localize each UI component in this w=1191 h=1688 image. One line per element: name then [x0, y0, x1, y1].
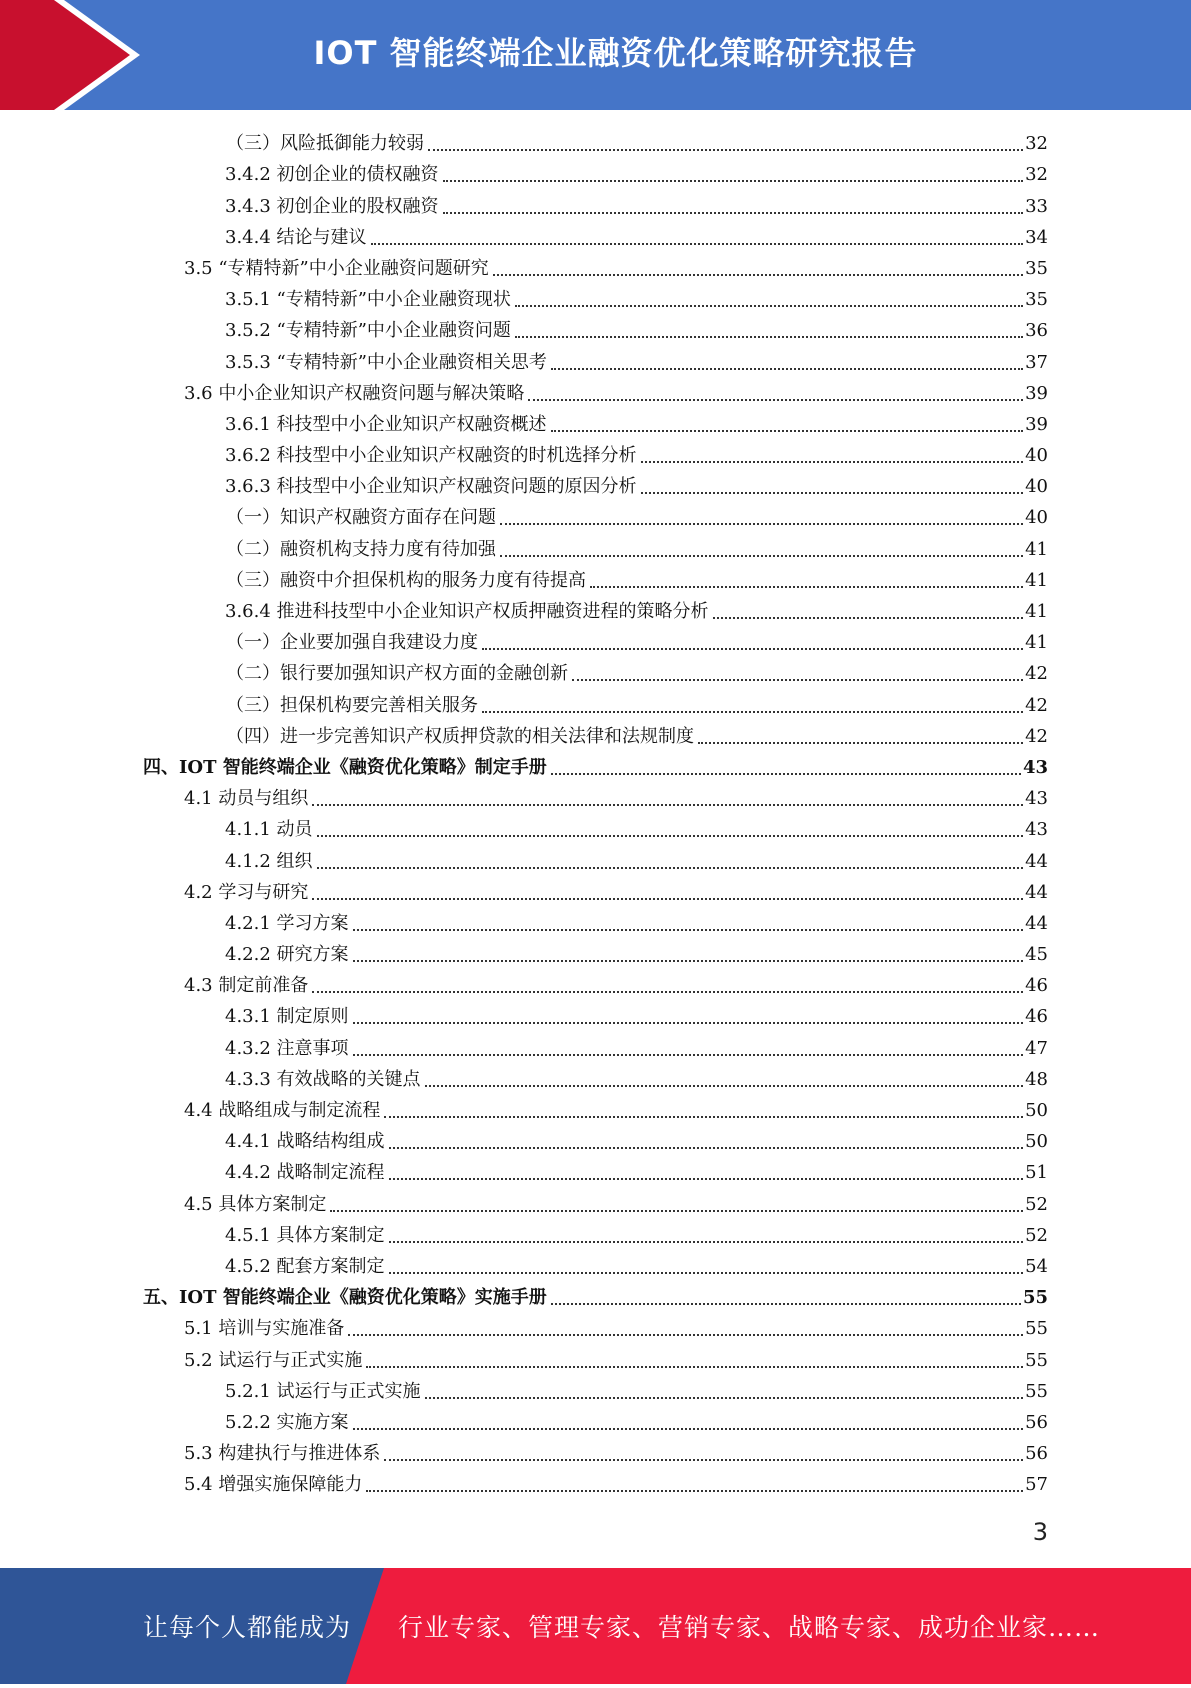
toc-entry[interactable] — [0, 1000, 1191, 1031]
toc-entry[interactable] — [0, 1094, 1191, 1125]
toc-dot-leader — [428, 149, 1023, 151]
toc-dot-leader — [572, 679, 1023, 681]
toc-dot-leader — [482, 711, 1023, 713]
toc-entry-page: 44 — [1025, 881, 1048, 903]
toc-entry[interactable] — [0, 1125, 1191, 1156]
toc-entry[interactable] — [0, 876, 1191, 907]
toc-entry[interactable] — [0, 501, 1191, 532]
toc-entry-title: 3.5 “专精特新”中小企业融资问题研究 — [184, 257, 489, 279]
toc-entry-page: 33 — [1025, 195, 1048, 217]
toc-dot-leader — [515, 336, 1023, 338]
toc-entry-title: 4.5.1 具体方案制定 — [225, 1224, 385, 1246]
toc-entry-page: 35 — [1025, 257, 1048, 279]
toc-dot-leader — [366, 1366, 1023, 1368]
toc-entry-title: （三）担保机构要完善相关服务 — [226, 694, 478, 716]
toc-dot-leader — [384, 1116, 1023, 1118]
toc-entry-title: 4.1.2 组织 — [225, 850, 313, 872]
toc-dot-leader — [312, 898, 1023, 900]
toc-dot-leader — [353, 1022, 1024, 1024]
toc-entry-page: 50 — [1025, 1131, 1048, 1153]
toc-entry-title: 5.1 培训与实施准备 — [184, 1318, 345, 1340]
toc-entry-title: 3.4.4 结论与建议 — [225, 226, 367, 248]
toc-entry-page: 41 — [1025, 601, 1048, 622]
toc-dot-leader — [330, 1210, 1023, 1212]
toc-entry-title: 3.6.2 科技型中小企业知识产权融资的时机选择分析 — [225, 445, 637, 467]
toc-dot-leader — [366, 1490, 1023, 1492]
toc-entry-title: 4.5 具体方案制定 — [184, 1193, 327, 1215]
toc-entry-title: 4.3.2 注意事项 — [225, 1037, 349, 1059]
toc-entry[interactable] — [0, 221, 1191, 252]
report-title: IOT 智能终端企业融资优化策略研究报告 — [313, 34, 918, 72]
toc-dot-leader — [425, 1085, 1024, 1087]
toc-entry-title: 4.1.1 动员 — [225, 819, 313, 841]
toc-dot-leader — [515, 305, 1023, 307]
toc-entry-title: （一）知识产权融资方面存在问题 — [226, 507, 496, 529]
toc-entry-page: 42 — [1025, 694, 1048, 716]
toc-entry-page: 32 — [1025, 133, 1048, 155]
toc-entry[interactable] — [0, 688, 1191, 719]
toc-entry-page: 50 — [1025, 1100, 1048, 1121]
toc-entry-page: 43 — [1025, 788, 1048, 810]
toc-entry[interactable] — [0, 720, 1191, 751]
toc-entry-title: 3.5.3 “专精特新”中小企业融资相关思考 — [225, 351, 547, 373]
toc-entry-title: （三）融资中介担保机构的服务力度有待提高 — [226, 569, 586, 591]
toc-dot-leader — [590, 586, 1023, 588]
toc-entry-page: 55 — [1025, 1380, 1048, 1402]
toc-entry-title: 3.6 中小企业知识产权融资问题与解决策略 — [184, 382, 525, 404]
toc-entry[interactable] — [0, 252, 1191, 283]
toc-entry[interactable] — [0, 189, 1191, 220]
toc-entry-title: 5.2.1 试运行与正式实施 — [225, 1380, 421, 1402]
toc-entry-title: 4.2.2 研究方案 — [225, 944, 349, 966]
toc-entry-title: 4.4 战略组成与制定流程 — [184, 1100, 381, 1121]
toc-entry-title: 4.4.1 战略结构组成 — [225, 1131, 385, 1153]
toc-entry-page: 44 — [1025, 850, 1048, 872]
toc-entry-page: 37 — [1025, 351, 1048, 373]
toc-entry[interactable] — [0, 844, 1191, 875]
toc-entry-title: 3.6.1 科技型中小企业知识产权融资概述 — [225, 413, 547, 435]
toc-dot-leader — [713, 617, 1024, 619]
toc-entry[interactable] — [0, 1219, 1191, 1250]
toc-entry-title: 5.2.2 实施方案 — [225, 1411, 349, 1433]
toc-dot-leader — [551, 368, 1023, 370]
toc-entry[interactable] — [0, 283, 1191, 314]
toc-entry[interactable] — [0, 1281, 1191, 1312]
toc-entry-page: 40 — [1025, 445, 1048, 467]
toc-dot-leader — [384, 1459, 1023, 1461]
table-of-contents — [0, 127, 1191, 1499]
toc-entry[interactable] — [0, 314, 1191, 345]
toc-dot-leader — [353, 960, 1024, 962]
toc-entry[interactable] — [0, 1063, 1191, 1094]
toc-entry-title: 4.3 制定前准备 — [184, 975, 309, 997]
toc-entry[interactable] — [0, 408, 1191, 439]
toc-entry[interactable] — [0, 439, 1191, 470]
toc-entry-title: 3.4.3 初创企业的股权融资 — [225, 195, 439, 217]
toc-entry-page: 52 — [1025, 1193, 1048, 1215]
toc-entry[interactable] — [0, 1312, 1191, 1343]
toc-entry-page: 39 — [1025, 413, 1048, 435]
toc-entry[interactable] — [0, 345, 1191, 376]
toc-entry-title: 3.5.1 “专精特新”中小企业融资现状 — [225, 289, 511, 311]
toc-entry-page: 55 — [1025, 1318, 1048, 1340]
toc-entry-page: 42 — [1025, 663, 1048, 685]
toc-dot-leader — [389, 1272, 1024, 1274]
toc-entry-page: 41 — [1025, 632, 1048, 654]
toc-dot-leader — [443, 180, 1024, 182]
footer-slogan-right: 行业专家、管理专家、营销专家、战略专家、成功企业家…… — [398, 1613, 1101, 1642]
toc-entry-page: 40 — [1025, 476, 1048, 498]
toc-entry[interactable] — [0, 564, 1191, 595]
toc-entry[interactable] — [0, 1375, 1191, 1406]
toc-entry-page: 55 — [1025, 1349, 1048, 1371]
toc-entry-title: 4.2.1 学习方案 — [225, 912, 349, 934]
toc-entry-page: 36 — [1025, 320, 1048, 342]
toc-entry-title: 4.5.2 配套方案制定 — [225, 1255, 385, 1277]
toc-entry[interactable] — [0, 751, 1191, 782]
toc-entry-title: 3.5.2 “专精特新”中小企业融资问题 — [225, 320, 511, 342]
toc-entry-page: 51 — [1025, 1162, 1048, 1184]
toc-entry-page: 57 — [1025, 1474, 1048, 1496]
toc-entry-title: 5.4 增强实施保障能力 — [184, 1474, 363, 1496]
toc-entry-title: 4.1 动员与组织 — [184, 788, 309, 810]
toc-dot-leader — [500, 523, 1023, 525]
toc-entry[interactable] — [0, 470, 1191, 501]
toc-dot-leader — [312, 804, 1023, 806]
toc-entry[interactable] — [0, 626, 1191, 657]
toc-entry-page: 39 — [1025, 382, 1048, 404]
page-header — [0, 0, 1191, 110]
toc-entry-title: 四、IOT 智能终端企业《融资优化策略》制定手册 — [143, 756, 547, 778]
toc-dot-leader — [500, 555, 1023, 557]
toc-dot-leader — [353, 1428, 1024, 1430]
toc-entry-page: 43 — [1025, 819, 1048, 841]
toc-dot-leader — [348, 1334, 1023, 1336]
toc-entry-title: 5.3 构建执行与推进体系 — [184, 1443, 381, 1465]
toc-entry[interactable] — [0, 938, 1191, 969]
toc-dot-leader — [641, 492, 1024, 494]
page-footer — [0, 1568, 1191, 1684]
toc-dot-leader — [389, 1147, 1024, 1149]
toc-entry-page: 40 — [1025, 507, 1048, 529]
toc-dot-leader — [389, 1241, 1024, 1243]
toc-entry[interactable] — [0, 907, 1191, 938]
toc-dot-leader — [425, 1397, 1024, 1399]
toc-entry[interactable] — [0, 1343, 1191, 1374]
toc-dot-leader — [317, 835, 1024, 837]
toc-entry-page: 46 — [1025, 975, 1048, 997]
toc-dot-leader — [528, 399, 1023, 401]
toc-entry-page: 48 — [1025, 1068, 1048, 1090]
toc-entry[interactable] — [0, 532, 1191, 563]
toc-dot-leader — [641, 461, 1024, 463]
toc-dot-leader — [482, 648, 1023, 650]
toc-entry-page: 47 — [1025, 1037, 1048, 1059]
page-number: 3 — [1032, 1518, 1048, 1546]
toc-entry-page: 42 — [1025, 725, 1048, 747]
toc-entry-page: 41 — [1025, 569, 1048, 591]
toc-entry-page: 56 — [1025, 1411, 1048, 1433]
toc-entry[interactable] — [0, 1406, 1191, 1437]
toc-dot-leader — [317, 867, 1024, 869]
toc-entry-title: （二）银行要加强知识产权方面的金融创新 — [226, 663, 568, 685]
toc-entry-page: 54 — [1025, 1255, 1048, 1277]
toc-entry[interactable] — [0, 595, 1191, 626]
toc-entry-title: （一）企业要加强自我建设力度 — [226, 632, 478, 654]
toc-entry[interactable] — [0, 782, 1191, 813]
toc-entry-page: 32 — [1025, 164, 1048, 186]
toc-entry[interactable] — [0, 377, 1191, 408]
toc-dot-leader — [551, 430, 1024, 432]
toc-dot-leader — [443, 212, 1024, 214]
toc-entry[interactable] — [0, 657, 1191, 688]
toc-entry[interactable] — [0, 1468, 1191, 1499]
toc-dot-leader — [551, 1303, 1021, 1305]
toc-entry[interactable] — [0, 813, 1191, 844]
toc-entry-page: 44 — [1025, 912, 1048, 934]
toc-entry-page: 46 — [1025, 1006, 1048, 1028]
toc-entry-page: 56 — [1025, 1443, 1048, 1465]
toc-dot-leader — [551, 773, 1021, 775]
toc-entry[interactable] — [0, 1437, 1191, 1468]
toc-entry-title: 4.4.2 战略制定流程 — [225, 1162, 385, 1184]
toc-entry-title: 4.3.3 有效战略的关键点 — [225, 1068, 421, 1090]
toc-entry-title: （二）融资机构支持力度有待加强 — [226, 538, 496, 560]
toc-entry-title: 3.4.2 初创企业的债权融资 — [225, 164, 439, 186]
footer-slogan-left: 让每个人都能成为 — [143, 1613, 352, 1642]
toc-entry-title: 4.3.1 制定原则 — [225, 1006, 349, 1028]
toc-entry[interactable] — [0, 1250, 1191, 1281]
toc-entry-title: （三）风险抵御能力较弱 — [226, 133, 424, 155]
toc-entry-page: 55 — [1022, 1287, 1048, 1309]
toc-dot-leader — [312, 991, 1023, 993]
toc-dot-leader — [371, 243, 1024, 245]
toc-entry-page: 34 — [1025, 226, 1048, 248]
toc-entry-page: 43 — [1022, 756, 1048, 778]
toc-entry[interactable] — [0, 127, 1191, 158]
toc-dot-leader — [353, 1054, 1024, 1056]
toc-entry-page: 45 — [1025, 944, 1048, 966]
toc-entry[interactable] — [0, 1156, 1191, 1187]
toc-entry-title: 3.6.4 推进科技型中小企业知识产权质押融资进程的策略分析 — [225, 601, 709, 622]
toc-entry-title: 4.2 学习与研究 — [184, 881, 309, 903]
toc-entry-title: 3.6.3 科技型中小企业知识产权融资问题的原因分析 — [225, 476, 637, 498]
toc-entry-title: 5.2 试运行与正式实施 — [184, 1349, 363, 1371]
toc-entry[interactable] — [0, 969, 1191, 1000]
toc-dot-leader — [698, 742, 1023, 744]
toc-entry-title: 五、IOT 智能终端企业《融资优化策略》实施手册 — [143, 1287, 547, 1309]
toc-entry-page: 35 — [1025, 289, 1048, 311]
toc-entry-page: 41 — [1025, 538, 1048, 560]
toc-entry[interactable] — [0, 1031, 1191, 1062]
toc-entry-title: （四）进一步完善知识产权质押贷款的相关法律和法规制度 — [226, 725, 694, 747]
toc-dot-leader — [493, 274, 1023, 276]
toc-entry[interactable] — [0, 1187, 1191, 1218]
toc-dot-leader — [353, 929, 1024, 931]
toc-dot-leader — [389, 1178, 1024, 1180]
toc-entry[interactable] — [0, 158, 1191, 189]
toc-entry-page: 52 — [1025, 1224, 1048, 1246]
